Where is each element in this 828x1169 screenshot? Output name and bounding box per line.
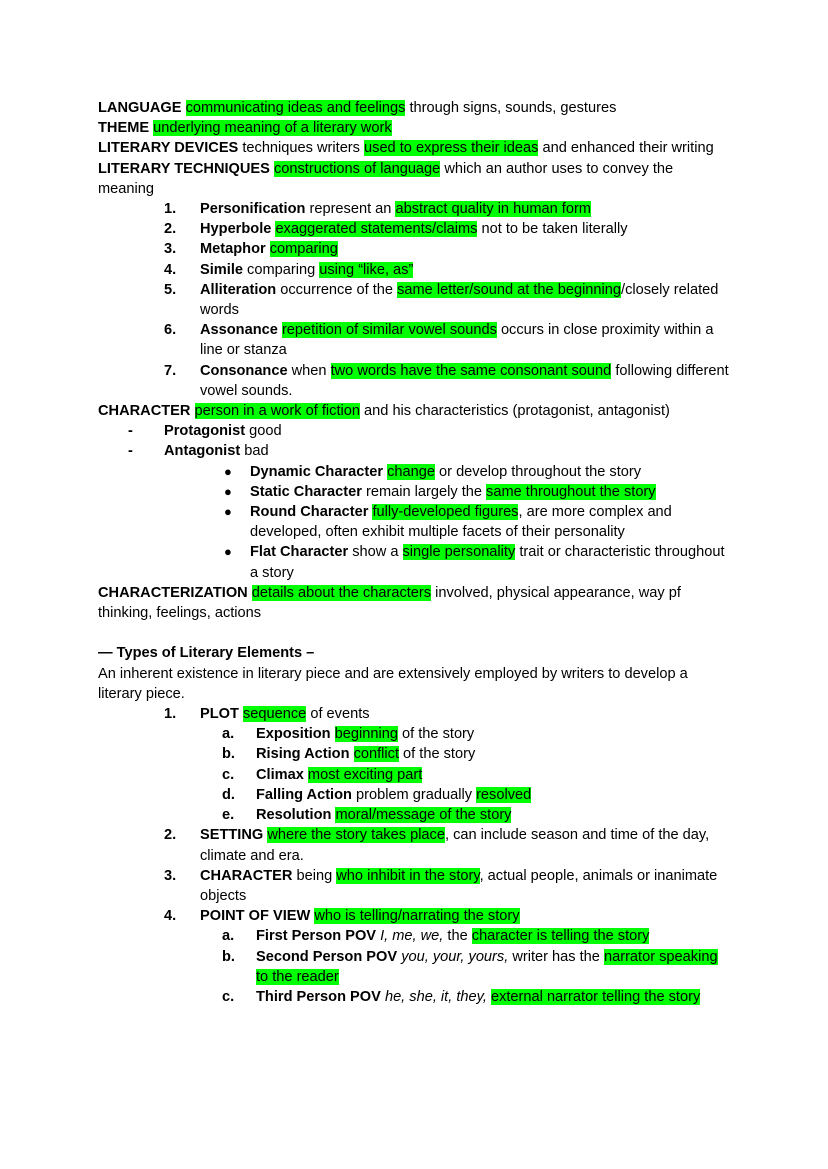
highlighted-text: character is telling the story [471, 928, 650, 945]
list-marker: 7. [164, 362, 177, 379]
list-marker: 1. [164, 201, 177, 218]
definitions-block [98, 98, 732, 199]
sub-list-item [200, 947, 732, 987]
literary-elements-list [98, 704, 732, 1007]
term-label: Exposition [256, 726, 331, 743]
body-text: bad [240, 443, 269, 460]
body-text: of events [306, 706, 370, 723]
highlighted-text: comparing [269, 241, 338, 258]
body-text: , are more complex and developed, often exhibit multiple facets of their personality [250, 504, 672, 541]
highlighted-text: beginning [334, 726, 398, 743]
list-marker: 3. [164, 867, 177, 884]
body-text: not to be taken literally [477, 221, 628, 238]
highlighted-text: using “like, as” [319, 261, 414, 278]
list-marker: 6. [164, 322, 177, 339]
list-marker: 2. [164, 827, 177, 844]
term-label: Personification [200, 201, 306, 218]
body-text: remain largely the [361, 483, 487, 500]
body-text: involved, physical appearance, way pf thinking, feelings, actions [98, 584, 681, 622]
term-label: Metaphor [200, 241, 266, 258]
highlighted-text: exaggerated statements/claims [275, 221, 478, 238]
characterization-definition [98, 583, 732, 623]
body-text: , actual people, animals or inanimate objects [200, 867, 718, 904]
highlighted-text: same letter/sound at the beginning [397, 281, 622, 298]
body-text: which an author uses to convey the meaning [98, 160, 674, 197]
highlighted-text: communicating ideas and feelings [185, 100, 406, 116]
list-marker: a. [222, 928, 235, 945]
highlighted-text: fully-developed figures [372, 504, 519, 521]
highlighted-text: same throughout the story [486, 483, 656, 500]
body-text: through signs, sounds, gestures [405, 100, 617, 116]
list-marker: 2. [164, 221, 177, 238]
highlighted-text: used to express their ideas [364, 140, 539, 157]
body-text: show a [348, 544, 403, 561]
italic-text: you, your, yours, [401, 948, 509, 965]
body-text: following different vowel sounds. [200, 362, 729, 399]
body-text: and his characteristics (protagonist, antagonist) [359, 403, 670, 420]
body-text: writer has the [508, 948, 604, 965]
sub-list-item [200, 744, 732, 764]
term-label: Resolution [256, 807, 332, 824]
list-marker: b. [222, 948, 235, 965]
body-text: of the story [397, 726, 475, 743]
highlighted-text: details about the characters [251, 584, 432, 601]
term-label: Rising Action [256, 746, 350, 763]
list-marker: 1. [164, 706, 177, 723]
body-text: and enhanced their writing [538, 140, 714, 157]
bullet-marker: ● [224, 544, 232, 560]
list-marker: 3. [164, 241, 177, 258]
highlighted-text: resolved [476, 786, 532, 803]
element-item [98, 866, 732, 906]
character-type-item [98, 462, 732, 482]
definition-term: CHARACTER [98, 403, 191, 420]
term-label: Antagonist [164, 443, 241, 460]
body-text: the [443, 928, 472, 945]
highlighted-text: single personality [402, 544, 516, 561]
body-text: occurrence of the [276, 281, 398, 298]
sub-list-item [200, 765, 732, 785]
body-text: represent an [305, 201, 396, 218]
dash-marker: - [128, 423, 133, 440]
list-marker: a. [222, 726, 235, 743]
highlighted-text: most exciting part [307, 766, 423, 783]
bullet-marker: ● [224, 483, 232, 499]
list-marker: 5. [164, 281, 177, 298]
body-text [190, 403, 194, 419]
highlighted-text: person in a work of fiction [194, 403, 360, 420]
sub-list-item [200, 926, 732, 946]
definition-line [98, 118, 732, 138]
sub-list-item [200, 724, 732, 744]
term-label: Climax [256, 766, 304, 783]
term-label: Dynamic Character [250, 463, 384, 480]
term-label: Falling Action [256, 786, 352, 803]
technique-item [98, 239, 732, 259]
technique-item [98, 280, 732, 320]
sub-list-item [200, 785, 732, 805]
technique-item [98, 219, 732, 239]
highlighted-text: underlying meaning of a literary work [153, 120, 392, 137]
term-label: Alliteration [200, 281, 277, 298]
term-label: Round Character [250, 504, 369, 521]
highlighted-text: abstract quality in human form [395, 201, 591, 218]
highlighted-text: change [387, 463, 435, 480]
list-marker: 4. [164, 261, 177, 278]
italic-text: I, me, we, [380, 928, 444, 945]
body-text: occurs in close proximity within a line or stanza [200, 322, 714, 359]
list-marker: c. [222, 766, 235, 783]
technique-item [98, 361, 732, 401]
definition-line [98, 159, 732, 199]
list-marker: e. [222, 807, 235, 824]
highlighted-text: repetition of similar vowel sounds [281, 322, 497, 339]
term-label: Static Character [250, 483, 362, 500]
list-marker: d. [222, 786, 235, 803]
highlighted-text: moral/message of the story [335, 807, 512, 824]
body-text: trait or characteristic throughout a story [250, 544, 725, 581]
body-text: comparing [243, 261, 320, 278]
term-label: Third Person POV [256, 988, 381, 1005]
document-body [98, 98, 732, 1007]
definition-term: THEME [98, 120, 150, 137]
body-text [350, 746, 354, 762]
highlighted-text: two words have the same consonant sound [330, 362, 612, 379]
body-text [182, 100, 186, 116]
list-marker: 4. [164, 908, 177, 925]
body-text: problem gradually [351, 786, 477, 803]
highlighted-text: who inhibit in the story [336, 867, 480, 884]
technique-item [98, 320, 732, 360]
character-role-item [98, 421, 732, 441]
highlighted-text: conflict [353, 746, 399, 763]
list-marker: b. [222, 746, 235, 763]
body-text: or develop throughout the story [434, 463, 642, 480]
character-definition [98, 401, 732, 421]
dash-marker: - [128, 443, 133, 460]
character-type-item [98, 502, 732, 542]
highlighted-text: where the story takes place [267, 827, 445, 844]
term-label: Simile [200, 261, 243, 278]
element-item [98, 906, 732, 1007]
highlighted-text: sequence [242, 706, 307, 723]
sub-list [200, 926, 732, 1007]
term-label: Consonance [200, 362, 288, 379]
body-text: techniques writers [238, 140, 365, 157]
term-label: CHARACTER [200, 867, 293, 884]
highlighted-text: constructions of language [273, 160, 441, 177]
section-heading: — Types of Literary Elements – [98, 645, 315, 662]
character-roles-list [98, 421, 732, 461]
sub-list-item [200, 805, 732, 825]
term-label: SETTING [200, 827, 264, 844]
term-label: Second Person POV [256, 948, 398, 965]
list-marker: c. [222, 988, 235, 1005]
element-item [98, 825, 732, 865]
term-label: PLOT [200, 706, 239, 723]
term-label: Hyperbole [200, 221, 272, 238]
sub-list-item [200, 987, 732, 1007]
bullet-marker: ● [224, 463, 232, 479]
term-label: Protagonist [164, 423, 246, 440]
section-gap [98, 623, 732, 643]
section-intro: An inherent existence in literary piece and are extensively employed by writers to develop a literary piece. [98, 665, 688, 702]
highlighted-text: external narrator telling the story [490, 988, 701, 1005]
literary-techniques-list [98, 199, 732, 401]
body-text: of the story [399, 746, 476, 763]
term-label: First Person POV [256, 928, 377, 945]
definition-term: LITERARY DEVICES [98, 140, 239, 157]
definition-term: CHARACTERIZATION [98, 584, 248, 601]
definition-term: LANGUAGE [98, 100, 182, 116]
character-types-list [98, 462, 732, 583]
term-label: Assonance [200, 322, 278, 339]
definition-line [98, 138, 732, 158]
term-label: Flat Character [250, 544, 349, 561]
character-type-item [98, 542, 732, 582]
highlighted-text: narrator speaking to the reader [256, 948, 718, 985]
character-type-item [98, 482, 732, 502]
technique-item [98, 260, 732, 280]
italic-text: he, she, it, they, [384, 988, 487, 1005]
body-text: , can include season and time of the day, climate and era. [200, 827, 710, 864]
term-label: POINT OF VIEW [200, 908, 311, 925]
highlighted-text: who is telling/narrating the story [314, 908, 520, 925]
body-text: good [245, 423, 282, 440]
body-text: /closely related words [200, 281, 719, 319]
character-role-item [98, 441, 732, 461]
body-text: when [287, 362, 331, 379]
definition-term: LITERARY TECHNIQUES [98, 160, 270, 177]
sub-list [200, 724, 732, 825]
bullet-marker: ● [224, 504, 232, 520]
technique-item [98, 199, 732, 219]
body-text: being [292, 867, 337, 884]
element-item [98, 704, 732, 825]
definition-line [98, 98, 732, 118]
